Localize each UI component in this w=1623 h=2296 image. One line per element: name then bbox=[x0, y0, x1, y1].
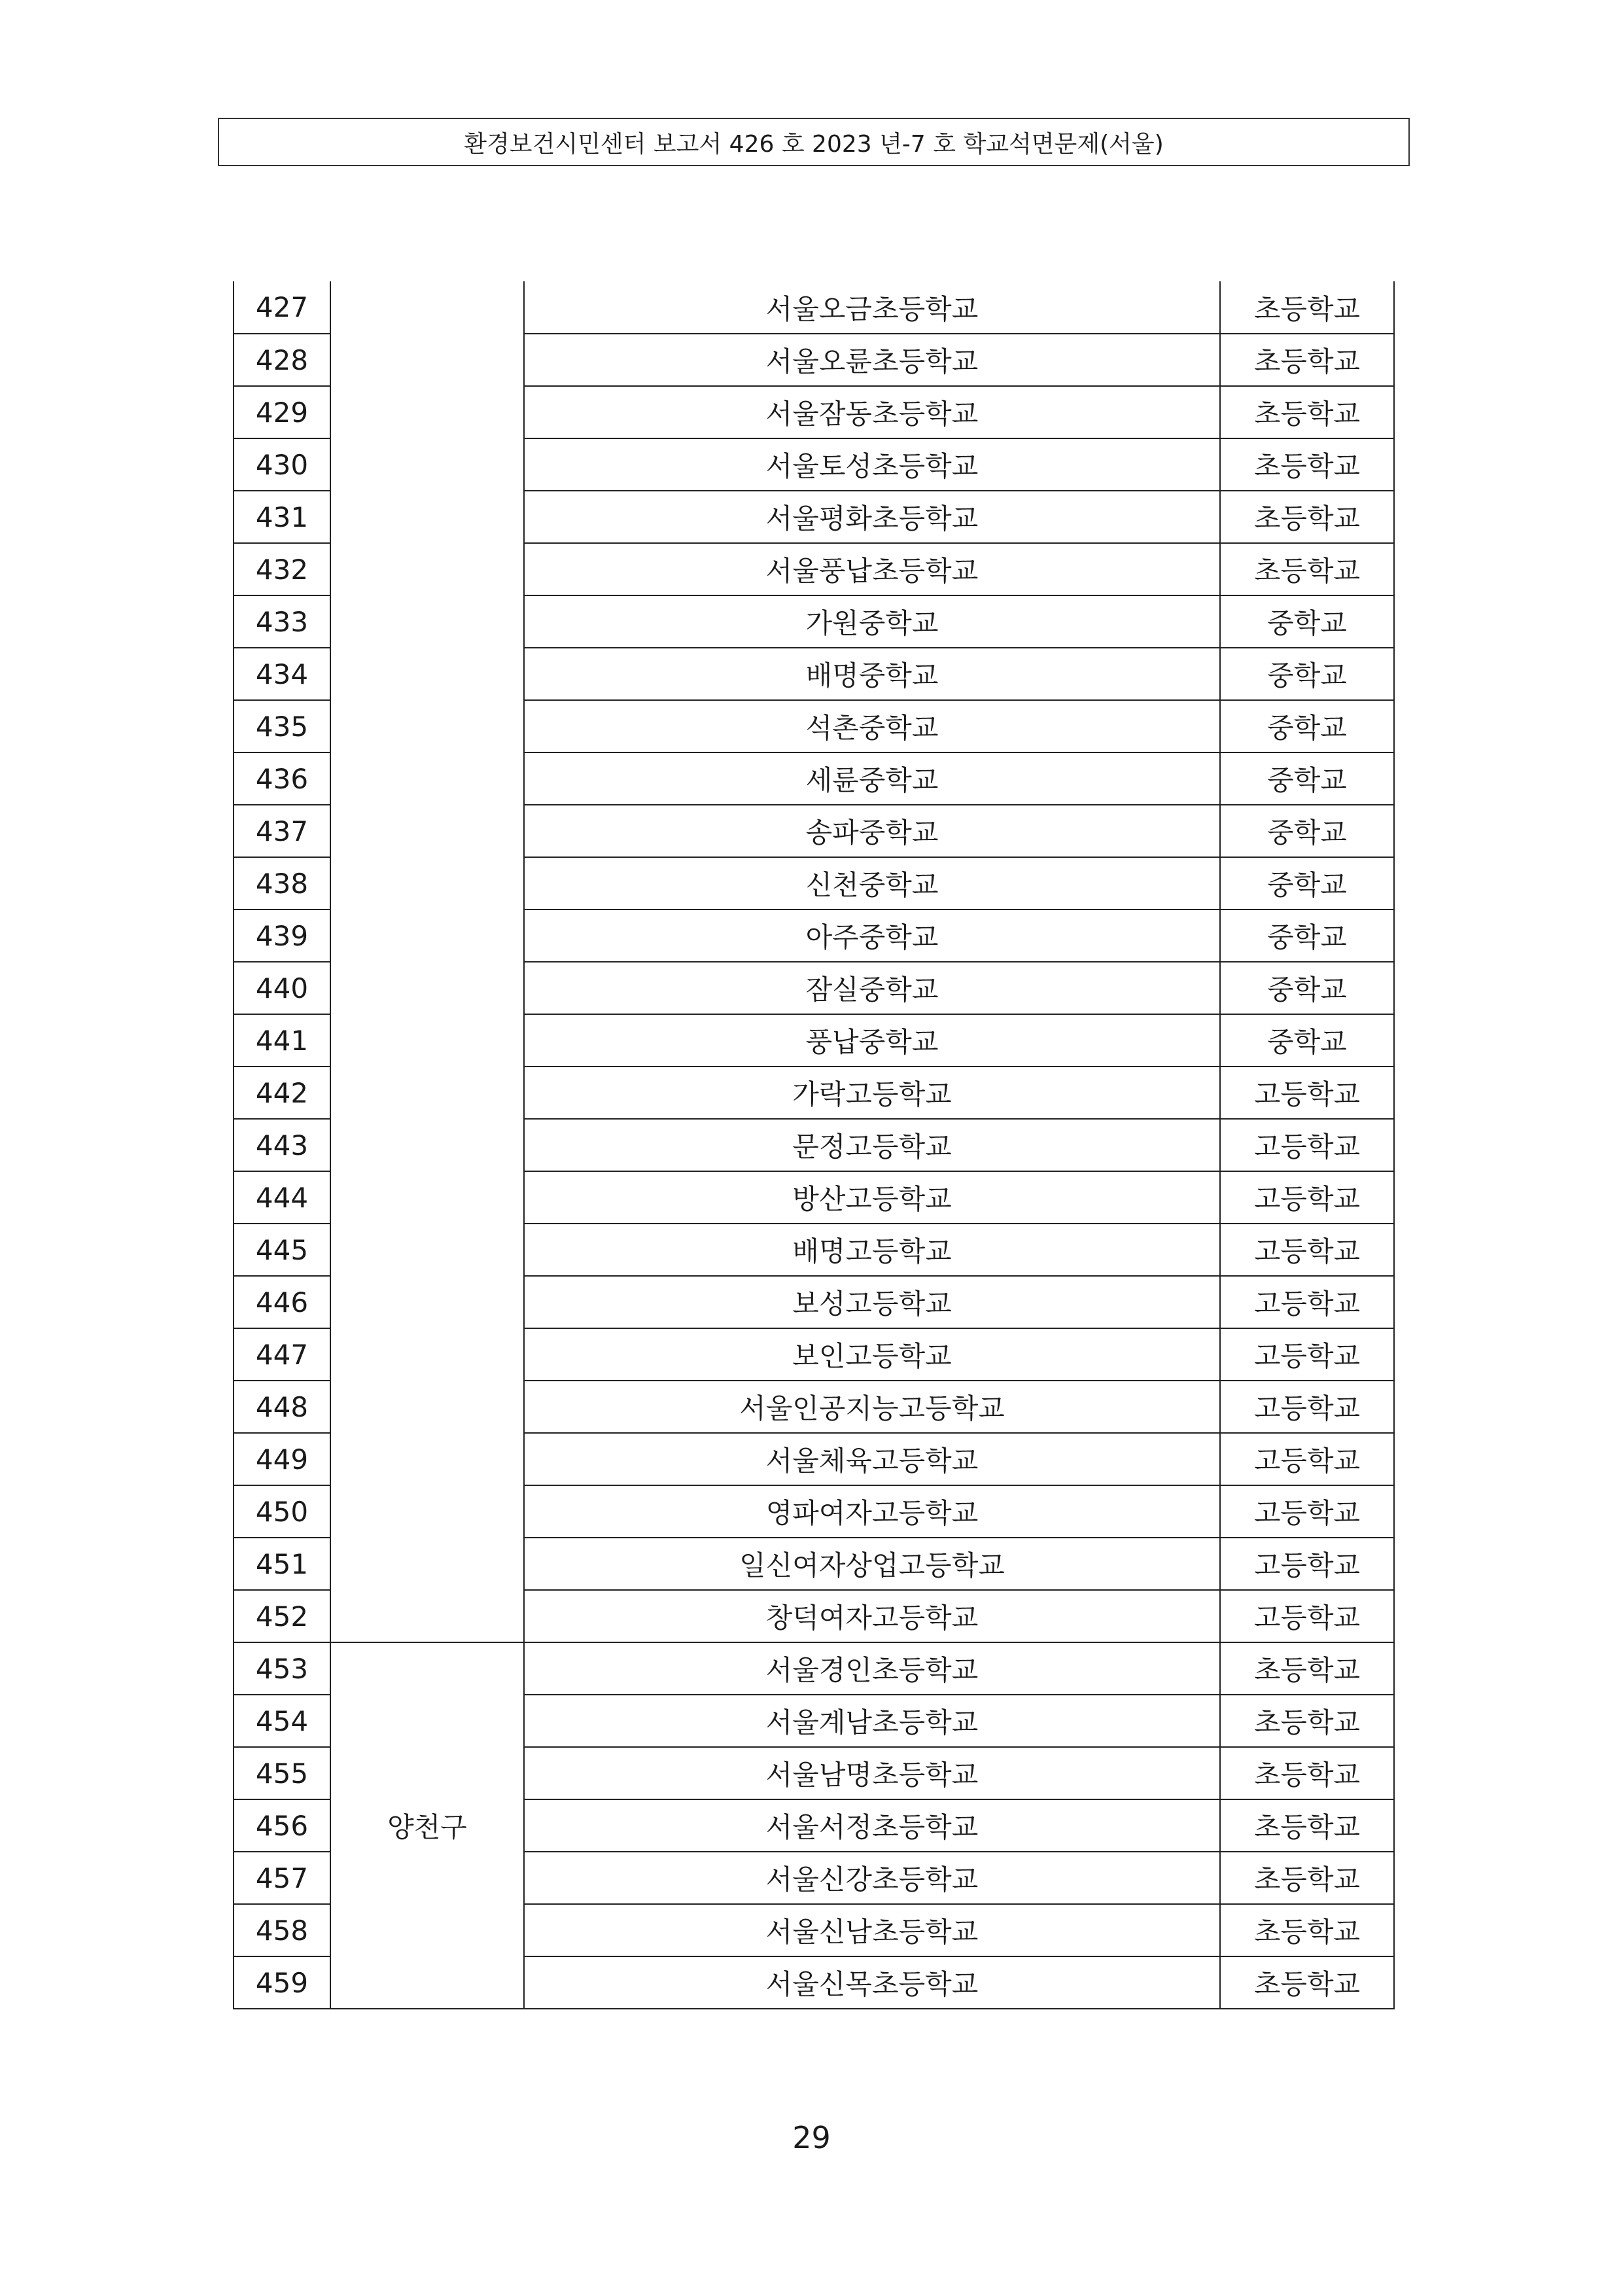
row-number: 430 bbox=[234, 438, 330, 491]
school-type: 초등학교 bbox=[1220, 543, 1394, 595]
school-type: 중학교 bbox=[1220, 752, 1394, 805]
row-number: 455 bbox=[234, 1747, 330, 1799]
row-number: 435 bbox=[234, 700, 330, 752]
school-name: 세륜중학교 bbox=[524, 752, 1220, 805]
school-name: 서울잠동초등학교 bbox=[524, 386, 1220, 438]
school-name: 아주중학교 bbox=[524, 910, 1220, 962]
school-name: 배명고등학교 bbox=[524, 1224, 1220, 1276]
school-type: 고등학교 bbox=[1220, 1119, 1394, 1171]
school-table bbox=[233, 281, 1395, 2009]
school-type: 고등학교 bbox=[1220, 1224, 1394, 1276]
school-type: 초등학교 bbox=[1220, 1956, 1394, 2009]
school-name: 서울오륜초등학교 bbox=[524, 334, 1220, 386]
school-name: 신천중학교 bbox=[524, 857, 1220, 910]
school-type: 중학교 bbox=[1220, 648, 1394, 700]
school-type: 초등학교 bbox=[1220, 1642, 1394, 1695]
row-number: 442 bbox=[234, 1067, 330, 1119]
school-name: 서울평화초등학교 bbox=[524, 491, 1220, 543]
report-header bbox=[218, 118, 1410, 166]
row-number: 431 bbox=[234, 491, 330, 543]
school-type: 초등학교 bbox=[1220, 438, 1394, 491]
school-name: 서울인공지능고등학교 bbox=[524, 1381, 1220, 1433]
row-number: 453 bbox=[234, 1642, 330, 1695]
school-name: 서울풍납초등학교 bbox=[524, 543, 1220, 595]
school-name: 서울경인초등학교 bbox=[524, 1642, 1220, 1695]
row-number: 429 bbox=[234, 386, 330, 438]
row-number: 436 bbox=[234, 752, 330, 805]
school-name: 보인고등학교 bbox=[524, 1328, 1220, 1381]
table-row bbox=[234, 281, 1394, 334]
school-type: 고등학교 bbox=[1220, 1590, 1394, 1642]
row-number: 427 bbox=[234, 281, 330, 334]
row-number: 437 bbox=[234, 805, 330, 857]
school-table-body bbox=[234, 281, 1394, 2009]
row-number: 448 bbox=[234, 1381, 330, 1433]
school-name: 서울계남초등학교 bbox=[524, 1695, 1220, 1747]
school-type: 고등학교 bbox=[1220, 1067, 1394, 1119]
school-type: 고등학교 bbox=[1220, 1381, 1394, 1433]
school-type: 중학교 bbox=[1220, 1014, 1394, 1067]
school-name: 서울남명초등학교 bbox=[524, 1747, 1220, 1799]
school-type: 고등학교 bbox=[1220, 1276, 1394, 1328]
school-type: 고등학교 bbox=[1220, 1485, 1394, 1538]
row-number: 438 bbox=[234, 857, 330, 910]
district-cell: 양천구 bbox=[330, 1642, 524, 2009]
school-type: 중학교 bbox=[1220, 700, 1394, 752]
page-number: 29 bbox=[792, 2120, 831, 2155]
row-number: 451 bbox=[234, 1538, 330, 1590]
row-number: 440 bbox=[234, 962, 330, 1014]
row-number: 434 bbox=[234, 648, 330, 700]
row-number: 450 bbox=[234, 1485, 330, 1538]
school-type: 초등학교 bbox=[1220, 1852, 1394, 1904]
row-number: 458 bbox=[234, 1904, 330, 1956]
school-type: 중학교 bbox=[1220, 910, 1394, 962]
school-name: 잠실중학교 bbox=[524, 962, 1220, 1014]
report-header-title: 환경보건시민센터 보고서 426 호 2023 년-7 호 학교석면문제(서울) bbox=[464, 130, 1164, 158]
school-type: 초등학교 bbox=[1220, 334, 1394, 386]
school-type: 고등학교 bbox=[1220, 1328, 1394, 1381]
row-number: 432 bbox=[234, 543, 330, 595]
school-name: 서울오금초등학교 bbox=[524, 281, 1220, 334]
school-type: 고등학교 bbox=[1220, 1171, 1394, 1224]
row-number: 454 bbox=[234, 1695, 330, 1747]
school-type: 초등학교 bbox=[1220, 491, 1394, 543]
school-name: 문정고등학교 bbox=[524, 1119, 1220, 1171]
school-type: 고등학교 bbox=[1220, 1433, 1394, 1485]
school-name: 보성고등학교 bbox=[524, 1276, 1220, 1328]
school-name: 송파중학교 bbox=[524, 805, 1220, 857]
row-number: 457 bbox=[234, 1852, 330, 1904]
table-row bbox=[234, 1642, 1394, 1695]
school-name: 서울체육고등학교 bbox=[524, 1433, 1220, 1485]
row-number: 446 bbox=[234, 1276, 330, 1328]
school-type: 중학교 bbox=[1220, 595, 1394, 648]
school-name: 방산고등학교 bbox=[524, 1171, 1220, 1224]
district-cell bbox=[330, 281, 524, 1642]
school-type: 중학교 bbox=[1220, 805, 1394, 857]
school-type: 초등학교 bbox=[1220, 1747, 1394, 1799]
school-type: 중학교 bbox=[1220, 857, 1394, 910]
school-name: 서울토성초등학교 bbox=[524, 438, 1220, 491]
school-name: 가락고등학교 bbox=[524, 1067, 1220, 1119]
row-number: 441 bbox=[234, 1014, 330, 1067]
school-name: 석촌중학교 bbox=[524, 700, 1220, 752]
row-number: 456 bbox=[234, 1799, 330, 1852]
row-number: 445 bbox=[234, 1224, 330, 1276]
school-name: 영파여자고등학교 bbox=[524, 1485, 1220, 1538]
school-type: 초등학교 bbox=[1220, 386, 1394, 438]
school-name: 서울신강초등학교 bbox=[524, 1852, 1220, 1904]
school-type: 고등학교 bbox=[1220, 1538, 1394, 1590]
school-name: 서울신남초등학교 bbox=[524, 1904, 1220, 1956]
row-number: 449 bbox=[234, 1433, 330, 1485]
school-name: 가원중학교 bbox=[524, 595, 1220, 648]
row-number: 439 bbox=[234, 910, 330, 962]
row-number: 433 bbox=[234, 595, 330, 648]
row-number: 443 bbox=[234, 1119, 330, 1171]
school-type: 초등학교 bbox=[1220, 281, 1394, 334]
row-number: 444 bbox=[234, 1171, 330, 1224]
school-type: 초등학교 bbox=[1220, 1904, 1394, 1956]
school-name: 서울신목초등학교 bbox=[524, 1956, 1220, 2009]
school-type: 초등학교 bbox=[1220, 1695, 1394, 1747]
row-number: 447 bbox=[234, 1328, 330, 1381]
row-number: 452 bbox=[234, 1590, 330, 1642]
school-type: 초등학교 bbox=[1220, 1799, 1394, 1852]
school-type: 중학교 bbox=[1220, 962, 1394, 1014]
school-name: 서울서정초등학교 bbox=[524, 1799, 1220, 1852]
school-name: 풍납중학교 bbox=[524, 1014, 1220, 1067]
row-number: 459 bbox=[234, 1956, 330, 2009]
school-name: 일신여자상업고등학교 bbox=[524, 1538, 1220, 1590]
school-name: 창덕여자고등학교 bbox=[524, 1590, 1220, 1642]
row-number: 428 bbox=[234, 334, 330, 386]
school-name: 배명중학교 bbox=[524, 648, 1220, 700]
